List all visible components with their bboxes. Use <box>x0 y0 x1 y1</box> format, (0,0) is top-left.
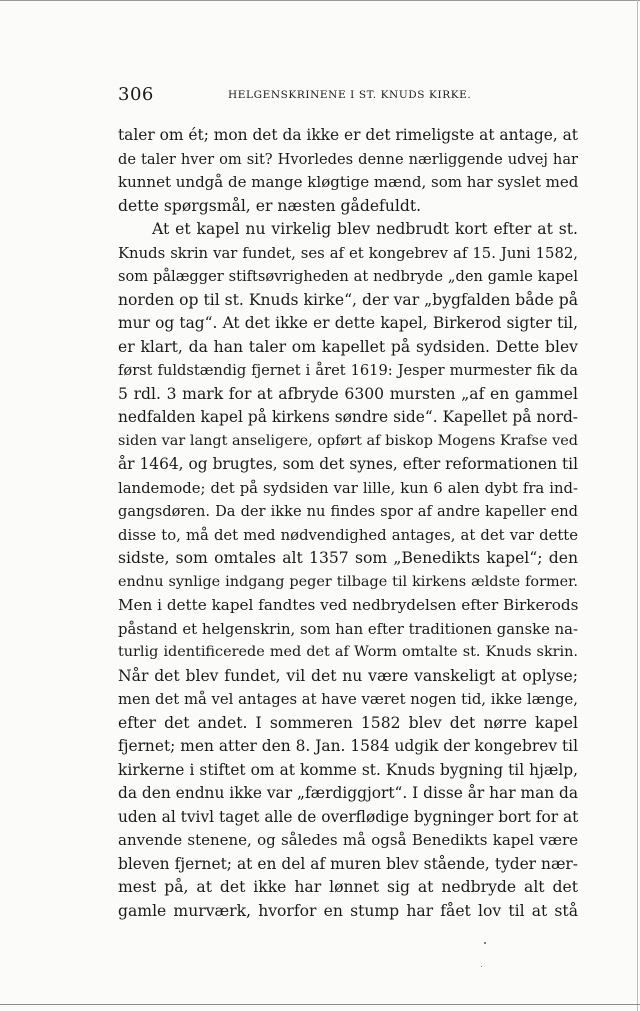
text-line: norden op til st. Knuds kirke“, der var „bygfalden både på <box>118 290 578 309</box>
text-line: først fuldstændig fjernet i året 1619: Jesper murmester fik da <box>118 362 578 379</box>
text-line: som pålægger stiftsøvrigheden at nedbryde „den gamle kapel <box>118 268 578 285</box>
text-line: landemode; det på sydsiden var lille, kun 6 alen dybt fra ind- <box>118 479 578 497</box>
text-line: mur og tag“. At det ikke er dette kapel, Birkerod sigter til, <box>118 314 578 332</box>
page-bottom-edge <box>0 1004 640 1005</box>
text-line: At et kapel nu virkelig blev nedbrudt kort efter at st. <box>152 220 578 238</box>
page-top-edge <box>0 0 640 7</box>
text-line: sidste, som omtales alt 1357 som „Benedikts kapel“; den <box>118 549 578 567</box>
text-line: gangsdøren. Da der ikke nu findes spor af andre kapeller end <box>118 503 578 520</box>
text-line: påstand et helgenskrin, som han efter traditionen ganske na- <box>118 620 578 638</box>
page-header <box>118 84 578 108</box>
text-line: kirkerne i stiftet om at komme st. Knuds bygning til hjælp, <box>118 760 578 779</box>
text-line: mest på, at det ikke har lønnet sig at nedbryde alt det <box>118 878 578 896</box>
text-line: taler om ét; mon det da ikke er det rimeligste at antage, at <box>118 126 578 144</box>
text-line: er klart, da han taler om kapellet på sydsiden. Dette blev <box>118 337 578 356</box>
text-line: 5 rdl. 3 mark for at afbryde 6300 mursten „af en gammel <box>118 384 578 403</box>
text-line: de taler hver om sit? Hvorledes denne nærliggende udvej har <box>118 150 578 168</box>
text-line: nedfalden kapel på kirkens søndre side“. Kapellet på nord- <box>118 408 578 426</box>
text-line: disse to, må det med nødvendighed antages, at det var dette <box>118 526 578 544</box>
text-line: Men i dette kapel fandtes ved nedbrydelsen efter Birkerods <box>118 596 579 614</box>
page-right-edge <box>637 0 638 1011</box>
running-title: HELGENSKRINENE I ST. KNUDS KIRKE. <box>228 89 472 101</box>
text-line: da den endnu ikke var „færdiggjort“. I disse år har man da <box>118 784 579 802</box>
text-line: efter det andet. I sommeren 1582 blev det nørre kapel <box>118 713 578 732</box>
scan-speck <box>481 966 482 967</box>
page-number: 306 <box>118 84 154 105</box>
text-line: men det må vel antages at have været nogen tid, ikke længe, <box>118 691 578 708</box>
body-text <box>118 124 578 923</box>
text-line: år 1464, og brugtes, som det synes, efter reformationen til <box>118 455 578 473</box>
text-line: uden al tvivl taget alle de overflødige bygninger bort for at <box>118 807 579 826</box>
text-line: kunnet undgå de mange kløgtige mænd, som har syslet med <box>118 173 579 191</box>
scan-speck <box>484 942 486 944</box>
text-line: turlig identificerede med det af Worm omtalte st. Knuds skrin. <box>118 644 578 660</box>
text-line: bleven fjernet; at en del af muren blev stående, tyder nær- <box>118 854 578 873</box>
text-line: endnu synlige indgang peger tilbage til kirkens ældste former. <box>118 573 578 590</box>
text-line: fjernet; men atter den 8. Jan. 1584 udgik der kongebrev til <box>118 737 578 755</box>
text-line: dette spørgsmål, er næsten gådefuldt. <box>118 196 422 215</box>
text-line: Knuds skrin var fundet, ses af et kongebrev af 15. Juni 1582, <box>118 244 578 262</box>
text-line: siden var langt anseligere, opført af biskop Mogens Krafse ved <box>118 432 578 449</box>
text-line: anvende stenene, og således må også Benedikts kapel være <box>118 831 578 849</box>
text-line: Når det blev fundet, vil det nu være vanskeligt at oplyse; <box>118 666 578 685</box>
text-line: gamle murværk, hvorfor en stump har fået lov til at stå <box>118 901 578 920</box>
